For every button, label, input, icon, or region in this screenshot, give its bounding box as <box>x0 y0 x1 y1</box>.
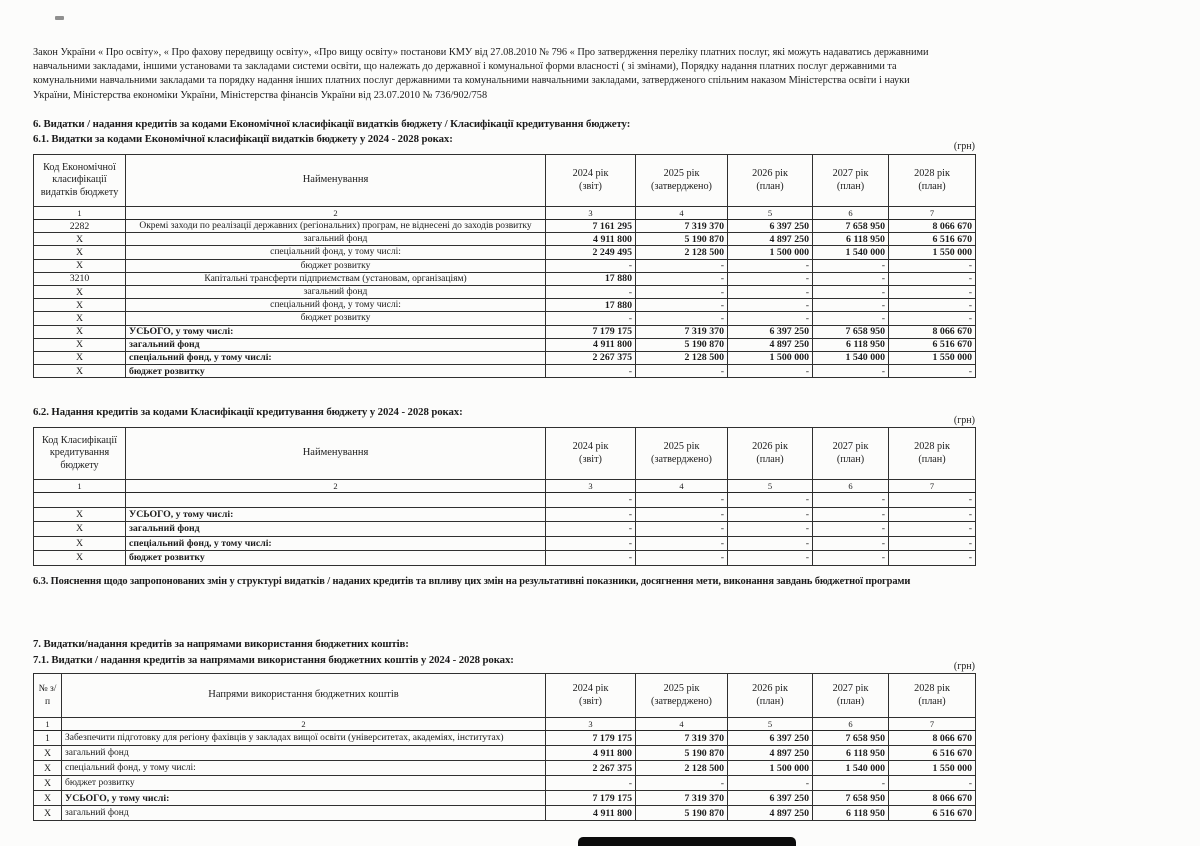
cell-value: 6 118 950 <box>813 338 889 351</box>
cell-value: - <box>889 776 976 791</box>
cell-value: - <box>728 522 813 537</box>
cell-value: 8 066 670 <box>889 731 976 746</box>
cell-code: X <box>34 507 126 522</box>
cell-name: бюджет розвитку <box>62 776 546 791</box>
cell-value: - <box>889 285 976 298</box>
column-header-year-2024: 2024 рік (звіт) <box>546 155 636 207</box>
table-header-row <box>34 155 976 207</box>
cell-value: 4 911 800 <box>546 806 636 821</box>
column-number: 5 <box>728 718 813 731</box>
cell-value: - <box>813 365 889 378</box>
cell-name: спеціальний фонд, у тому числі: <box>126 536 546 551</box>
cell-value: - <box>546 365 636 378</box>
cell-code: X <box>34 325 126 338</box>
cell-code: X <box>34 746 62 761</box>
cell-value: 2 249 495 <box>546 246 636 259</box>
cell-value: - <box>636 776 728 791</box>
cell-value: 4 911 800 <box>546 746 636 761</box>
table-row <box>34 507 976 522</box>
cell-name: УСЬОГО, у тому числі: <box>62 791 546 806</box>
column-header-year-2025: 2025 рік (затверджено) <box>636 155 728 207</box>
cell-value: 7 161 295 <box>546 220 636 233</box>
cell-value: 7 658 950 <box>813 220 889 233</box>
cell-value: - <box>728 493 813 508</box>
column-number: 5 <box>728 480 813 493</box>
column-number-row <box>34 718 976 731</box>
cell-value: - <box>546 551 636 566</box>
table-row <box>34 493 976 508</box>
column-header-year-2028: 2028 рік (план) <box>889 674 976 718</box>
table-row <box>34 233 976 246</box>
section-6-heading: 6. Видатки / надання кредитів за кодами Економічної класифікації видатків бюджету / Класифікації кредитування бюджету: <box>33 118 631 130</box>
cell-value: - <box>889 365 976 378</box>
cell-value: 1 500 000 <box>728 246 813 259</box>
currency-note-6-2: (грн) <box>953 415 975 426</box>
table-row <box>34 325 976 338</box>
cell-value: - <box>636 259 728 272</box>
column-header-year-2026: 2026 рік (план) <box>728 674 813 718</box>
scan-speck-icon <box>55 16 64 20</box>
table-row <box>34 338 976 351</box>
cell-value: - <box>728 776 813 791</box>
cell-name: Окремі заходи по реалізації державних (регіональних) програм, не віднесені до заходів розвитку <box>126 220 546 233</box>
table-credits-6-2 <box>33 427 976 566</box>
table-row <box>34 522 976 537</box>
cell-value: 5 190 870 <box>636 806 728 821</box>
cell-value: - <box>636 493 728 508</box>
cell-value: 1 540 000 <box>813 246 889 259</box>
table-row <box>34 365 976 378</box>
cell-code: X <box>34 365 126 378</box>
cell-value: - <box>889 522 976 537</box>
cell-code: X <box>34 259 126 272</box>
column-header-year-2026: 2026 рік (план) <box>728 428 813 480</box>
column-number: 6 <box>813 480 889 493</box>
cell-value: 1 550 000 <box>889 351 976 364</box>
table-row <box>34 272 976 285</box>
cell-value: 7 319 370 <box>636 731 728 746</box>
cell-value: - <box>889 507 976 522</box>
section-7-heading: 7. Видатки/надання кредитів за напрямами використання бюджетних коштів: <box>33 638 409 650</box>
cell-value: 4 911 800 <box>546 233 636 246</box>
cell-value: 4 911 800 <box>546 338 636 351</box>
cell-value: 6 516 670 <box>889 233 976 246</box>
cell-value: - <box>889 551 976 566</box>
cell-value: 6 397 250 <box>728 791 813 806</box>
table-row <box>34 299 976 312</box>
column-number: 7 <box>889 480 976 493</box>
cell-value: - <box>546 536 636 551</box>
column-header-year-2028: 2028 рік (план) <box>889 428 976 480</box>
cell-value: - <box>546 522 636 537</box>
cell-code: X <box>34 522 126 537</box>
cell-value: - <box>728 551 813 566</box>
cell-value: - <box>728 285 813 298</box>
cell-value: - <box>636 285 728 298</box>
column-header-year-2025: 2025 рік (затверджено) <box>636 674 728 718</box>
column-number: 7 <box>889 207 976 220</box>
cell-value: - <box>813 522 889 537</box>
cell-name: загальний фонд <box>62 806 546 821</box>
cell-value: 6 118 950 <box>813 746 889 761</box>
currency-note-7-1: (грн) <box>953 661 975 672</box>
table-row <box>34 259 976 272</box>
cell-code: X <box>34 806 62 821</box>
table-row <box>34 220 976 233</box>
cell-value: 2 267 375 <box>546 761 636 776</box>
table-row <box>34 536 976 551</box>
table-row <box>34 246 976 259</box>
table-row <box>34 312 976 325</box>
column-header-year-2026: 2026 рік (план) <box>728 155 813 207</box>
cell-value: - <box>636 365 728 378</box>
column-number: 4 <box>636 207 728 220</box>
cell-value: 6 516 670 <box>889 338 976 351</box>
cell-name: спеціальний фонд, у тому числі: <box>126 299 546 312</box>
cell-value: 7 319 370 <box>636 220 728 233</box>
cell-code: X <box>34 285 126 298</box>
cell-value: 17 880 <box>546 272 636 285</box>
cell-code: X <box>34 351 126 364</box>
cell-value: - <box>636 507 728 522</box>
column-header-name: Найменування <box>126 428 546 480</box>
currency-note-6-1: (грн) <box>953 141 975 152</box>
cell-value: - <box>728 299 813 312</box>
cell-value: 5 190 870 <box>636 233 728 246</box>
column-number: 6 <box>813 718 889 731</box>
column-number: 2 <box>62 718 546 731</box>
cell-value: 5 190 870 <box>636 746 728 761</box>
column-number: 3 <box>546 480 636 493</box>
cell-value: - <box>546 507 636 522</box>
cell-value: 7 658 950 <box>813 325 889 338</box>
column-number: 5 <box>728 207 813 220</box>
cell-value: 7 179 175 <box>546 731 636 746</box>
cell-value: 4 897 250 <box>728 806 813 821</box>
cell-value: 1 540 000 <box>813 351 889 364</box>
cell-value: 5 190 870 <box>636 338 728 351</box>
cell-value: 4 897 250 <box>728 338 813 351</box>
cell-value: - <box>728 312 813 325</box>
table-row <box>34 351 976 364</box>
cell-value: - <box>889 493 976 508</box>
cell-code: X <box>34 338 126 351</box>
column-number-row <box>34 480 976 493</box>
table-expenditures-6-1 <box>33 154 976 378</box>
cell-value: - <box>728 507 813 522</box>
cell-value: - <box>728 259 813 272</box>
cell-value: - <box>546 493 636 508</box>
cell-name: загальний фонд <box>126 338 546 351</box>
table-header-row <box>34 428 976 480</box>
cell-value: - <box>636 536 728 551</box>
cell-value: 4 897 250 <box>728 233 813 246</box>
table-row <box>34 776 976 791</box>
cell-value: 6 118 950 <box>813 806 889 821</box>
cell-name: УСЬОГО, у тому числі: <box>126 507 546 522</box>
column-number: 2 <box>126 480 546 493</box>
cell-name: бюджет розвитку <box>126 365 546 378</box>
cell-value: 7 179 175 <box>546 791 636 806</box>
section-6-3-heading: 6.3. Пояснення щодо запропонованих змін у структурі видатків / наданих кредитів та впливу цих змін на результативні показники, досягнення мети, виконання завдань бюджетної програми <box>33 576 911 587</box>
cell-name: бюджет розвитку <box>126 551 546 566</box>
cell-code: X <box>34 761 62 776</box>
cell-name: спеціальний фонд, у тому числі: <box>62 761 546 776</box>
column-header-year-2025: 2025 рік (затверджено) <box>636 428 728 480</box>
cell-value: - <box>546 776 636 791</box>
cell-value: - <box>636 312 728 325</box>
cell-value: - <box>546 259 636 272</box>
cell-value: 2 128 500 <box>636 246 728 259</box>
cell-value: - <box>813 272 889 285</box>
cell-code: 2282 <box>34 220 126 233</box>
cell-value: 7 658 950 <box>813 731 889 746</box>
cell-value: 6 397 250 <box>728 731 813 746</box>
cell-value: - <box>813 493 889 508</box>
cell-value: - <box>546 285 636 298</box>
column-number: 4 <box>636 718 728 731</box>
column-number: 3 <box>546 718 636 731</box>
cell-name: бюджет розвитку <box>126 259 546 272</box>
column-header-year-2027: 2027 рік (план) <box>813 674 889 718</box>
table-row <box>34 761 976 776</box>
column-number: 2 <box>126 207 546 220</box>
column-number-row <box>34 207 976 220</box>
cell-value: - <box>889 536 976 551</box>
column-number: 1 <box>34 718 62 731</box>
cell-value: 2 267 375 <box>546 351 636 364</box>
cell-value: 6 516 670 <box>889 806 976 821</box>
column-header-year-2024: 2024 рік (звіт) <box>546 428 636 480</box>
cell-value: 6 397 250 <box>728 325 813 338</box>
cell-value: - <box>889 299 976 312</box>
cell-value: 6 118 950 <box>813 233 889 246</box>
cell-value: 1 500 000 <box>728 351 813 364</box>
cell-name: загальний фонд <box>126 285 546 298</box>
cell-value: - <box>636 299 728 312</box>
cell-code: X <box>34 312 126 325</box>
cell-code: X <box>34 776 62 791</box>
column-number: 4 <box>636 480 728 493</box>
cell-value: 8 066 670 <box>889 220 976 233</box>
cell-value: 1 540 000 <box>813 761 889 776</box>
table-body <box>34 493 976 566</box>
column-number: 1 <box>34 207 126 220</box>
cell-value: - <box>889 272 976 285</box>
cell-value: - <box>636 272 728 285</box>
column-header-year-2024: 2024 рік (звіт) <box>546 674 636 718</box>
column-header-year-2027: 2027 рік (план) <box>813 155 889 207</box>
cell-value: 8 066 670 <box>889 791 976 806</box>
cell-code: 3210 <box>34 272 126 285</box>
cell-value: - <box>728 272 813 285</box>
table-row <box>34 551 976 566</box>
table-row <box>34 806 976 821</box>
column-header-name: Найменування <box>126 155 546 207</box>
cell-value: 7 179 175 <box>546 325 636 338</box>
cell-value: 2 128 500 <box>636 761 728 776</box>
column-header-year-2028: 2028 рік (план) <box>889 155 976 207</box>
cell-name: УСЬОГО, у тому числі: <box>126 325 546 338</box>
cell-name: загальний фонд <box>126 522 546 537</box>
cell-value: - <box>546 312 636 325</box>
section-7-1-heading: 7.1. Видатки / надання кредитів за напрямами використання бюджетних коштів у 2024 - 2028 роках: <box>33 654 514 666</box>
cell-name: загальний фонд <box>62 746 546 761</box>
cell-value: - <box>813 507 889 522</box>
cell-code: X <box>34 246 126 259</box>
cell-value: 1 500 000 <box>728 761 813 776</box>
cell-name: спеціальний фонд, у тому числі: <box>126 351 546 364</box>
cell-code: X <box>34 233 126 246</box>
scan-black-bar <box>578 837 796 846</box>
cell-code: X <box>34 299 126 312</box>
cell-value: 7 658 950 <box>813 791 889 806</box>
column-header-number: № з/п <box>34 674 62 718</box>
cell-value: 7 319 370 <box>636 791 728 806</box>
column-number: 7 <box>889 718 976 731</box>
column-header-code: Код Економічної класифікації видатків бюджету <box>34 155 126 207</box>
cell-value: - <box>636 551 728 566</box>
cell-value: - <box>813 551 889 566</box>
cell-name: Забезпечити підготовку для регіону фахівців у закладах вищої освіти (університетах, академіях, інститутах) <box>62 731 546 746</box>
cell-value: - <box>813 285 889 298</box>
table-directions-7-1 <box>33 673 976 821</box>
cell-value: - <box>728 365 813 378</box>
cell-code: X <box>34 551 126 566</box>
cell-code: X <box>34 791 62 806</box>
table-body <box>34 731 976 821</box>
table-row <box>34 791 976 806</box>
table-body <box>34 220 976 378</box>
cell-value: - <box>889 259 976 272</box>
cell-value: 6 397 250 <box>728 220 813 233</box>
cell-value: - <box>813 259 889 272</box>
cell-value: 7 319 370 <box>636 325 728 338</box>
cell-value: - <box>636 522 728 537</box>
cell-value: 17 880 <box>546 299 636 312</box>
cell-code: 1 <box>34 731 62 746</box>
cell-value: - <box>813 299 889 312</box>
cell-value: - <box>813 536 889 551</box>
cell-code: X <box>34 536 126 551</box>
cell-value: 6 516 670 <box>889 746 976 761</box>
column-header-code: Код Класифікації кредитування бюджету <box>34 428 126 480</box>
cell-value: - <box>728 536 813 551</box>
table-row <box>34 285 976 298</box>
legal-basis-paragraph: Закон України « Про освіту», « Про фахову передвищу освіту», «Про вищу освіту» постанови КМУ від 27.08.2010 № 796 « Про затвердження переліку платних послуг, які можуть надаватись державними навчальними закладами, іншими установами та закладами системи освіти, що належать до державної і комунальної форми власності ( зі змінами), Порядку надання платних послуг державними та комунальними навчальними закладами та порядку надання інших платних послуг державними та комунальними навчальними закладами, затвердженого спільним наказом Міністерства освіти і науки України, Міністерства економіки України, Міністерства фінансів України від 23.07.2010 № 736/902/758 <box>33 47 929 101</box>
table-row <box>34 746 976 761</box>
section-6-2-heading: 6.2. Надання кредитів за кодами Класифікації кредитування бюджету у 2024 - 2028 роках: <box>33 406 463 418</box>
column-header-name: Напрями використання бюджетних коштів <box>62 674 546 718</box>
cell-name: спеціальний фонд, у тому числі: <box>126 246 546 259</box>
cell-value: 8 066 670 <box>889 325 976 338</box>
cell-code <box>34 493 126 508</box>
cell-name <box>126 493 546 508</box>
cell-value: 2 128 500 <box>636 351 728 364</box>
column-number: 3 <box>546 207 636 220</box>
cell-value: - <box>813 776 889 791</box>
section-6-1-heading: 6.1. Видатки за кодами Економічної класифікації видатків бюджету у 2024 - 2028 роках: <box>33 133 453 145</box>
cell-value: 1 550 000 <box>889 761 976 776</box>
column-number: 6 <box>813 207 889 220</box>
cell-name: Капітальні трансферти підприємствам (установам, організаціям) <box>126 272 546 285</box>
table-header-row <box>34 674 976 718</box>
cell-value: 1 550 000 <box>889 246 976 259</box>
cell-value: 4 897 250 <box>728 746 813 761</box>
column-number: 1 <box>34 480 126 493</box>
cell-name: бюджет розвитку <box>126 312 546 325</box>
column-header-year-2027: 2027 рік (план) <box>813 428 889 480</box>
cell-value: - <box>813 312 889 325</box>
table-row <box>34 731 976 746</box>
cell-name: загальний фонд <box>126 233 546 246</box>
cell-value: - <box>889 312 976 325</box>
